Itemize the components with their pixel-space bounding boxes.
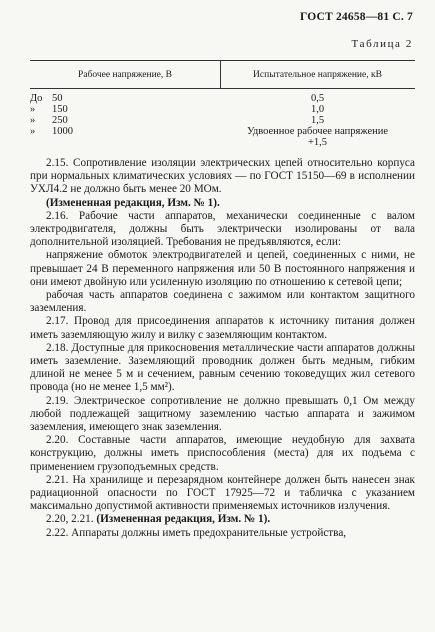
- table-caption: Таблица 2: [351, 38, 413, 50]
- working-voltage-value: 1000: [52, 126, 73, 137]
- row-prefix: »: [30, 104, 36, 115]
- paragraph-2-15: 2.15. Сопротивление изоляции электрических цепей относительно корпуса при нормальных климатических условиях — по ГОСТ 15150—69 в исполнении УХЛ4.2 не должно быть менее 20 МОм.: [30, 157, 415, 196]
- paragraph-2-19: 2.19. Электрическое сопротивление не должно превышать 0,1 Ом между любой подлежащей защитному заземлению частью аппарата и зажимом заземления, имеющего знак заземления.: [30, 394, 415, 434]
- test-voltage-value: Удвоенное рабочее напряжение: [246, 126, 389, 137]
- table-row: [30, 104, 415, 115]
- table-header-rule: [30, 88, 415, 89]
- test-voltage-value: +1,5: [307, 137, 328, 148]
- test-voltage-value: 0,5: [310, 93, 325, 104]
- table-row: [30, 126, 415, 137]
- paragraph-2-20: 2.20. Составные части аппаратов, имеющие неудобную для захвата конструкцию, должны иметь приспособления (места) для их подъема с применением грузоподъемных средств.: [30, 434, 415, 473]
- paragraph-2-17: 2.17. Провод для присоединения аппаратов к источнику питания должен иметь заземляющую жилу и вилку с заземляющим контактом.: [30, 315, 415, 341]
- paragraph-2-16-condition-1: напряжение обмоток электродвигателей и цепей, соединенных с ними, не превышает 24 В переменного напряжения или 50 В постоянного напряжения и они имеют двойную или усиленную изоляцию по отношению к сетевой цепи;: [30, 249, 415, 288]
- column-header-working-voltage: Рабочее напряжение, В: [78, 70, 172, 80]
- paragraph-2-16: 2.16. Рабочие части аппаратов, механически соединенные с валом электродвигателя, должны быть электрически изолированы от вала дополнительной изоляцией. Требования не предъявляются, если:: [30, 209, 415, 249]
- amendment-line: [30, 513, 415, 526]
- test-voltage-value: 1,0: [310, 104, 325, 115]
- row-prefix: »: [30, 126, 36, 137]
- working-voltage-value: 150: [52, 104, 68, 115]
- row-prefix: »: [30, 115, 36, 126]
- working-voltage-value: 250: [52, 115, 68, 126]
- test-voltage-value: 1,5: [310, 115, 325, 126]
- table-row: [30, 93, 415, 104]
- table-row: [30, 137, 415, 148]
- column-header-test-voltage: Испытательное напряжение, кВ: [253, 70, 382, 80]
- page-header: ГОСТ 24658—81 С. 7: [300, 11, 413, 23]
- table-row: [30, 115, 415, 126]
- amendment-note: (Измененная редакция, Изм. № 1).: [46, 196, 220, 209]
- row-prefix: До: [30, 93, 43, 104]
- table-top-rule: [30, 60, 415, 61]
- body-text: [30, 157, 415, 540]
- paragraph-2-18: 2.18. Доступные для прикосновения металлические части аппаратов должны иметь заземление. Заземляющий проводник должен быть медным, гибким длиной не менее 5 м и сечением, равным сечению токоведущих жил сетевого провода (но не менее 1,5 мм²).: [30, 341, 415, 394]
- paragraph-2-21: 2.21. На хранилище и перезарядном контейнере должен быть нанесен знак радиационной опасности по ГОСТ 17925—72 и табличка с указанием максимально допустимой активности применяемых источников излучения.: [30, 473, 415, 513]
- amendment-refs: 2.20, 2.21.: [46, 513, 94, 526]
- amendment-note: (Измененная редакция, Изм. № 1).: [96, 513, 271, 526]
- working-voltage-value: 50: [52, 93, 63, 104]
- paragraph-2-16-condition-2: рабочая часть аппаратов соединена с зажимом или контактом защитного заземления.: [30, 289, 415, 315]
- paragraph-2-22: 2.22. Аппараты должны иметь предохранительные устройства,: [46, 526, 347, 539]
